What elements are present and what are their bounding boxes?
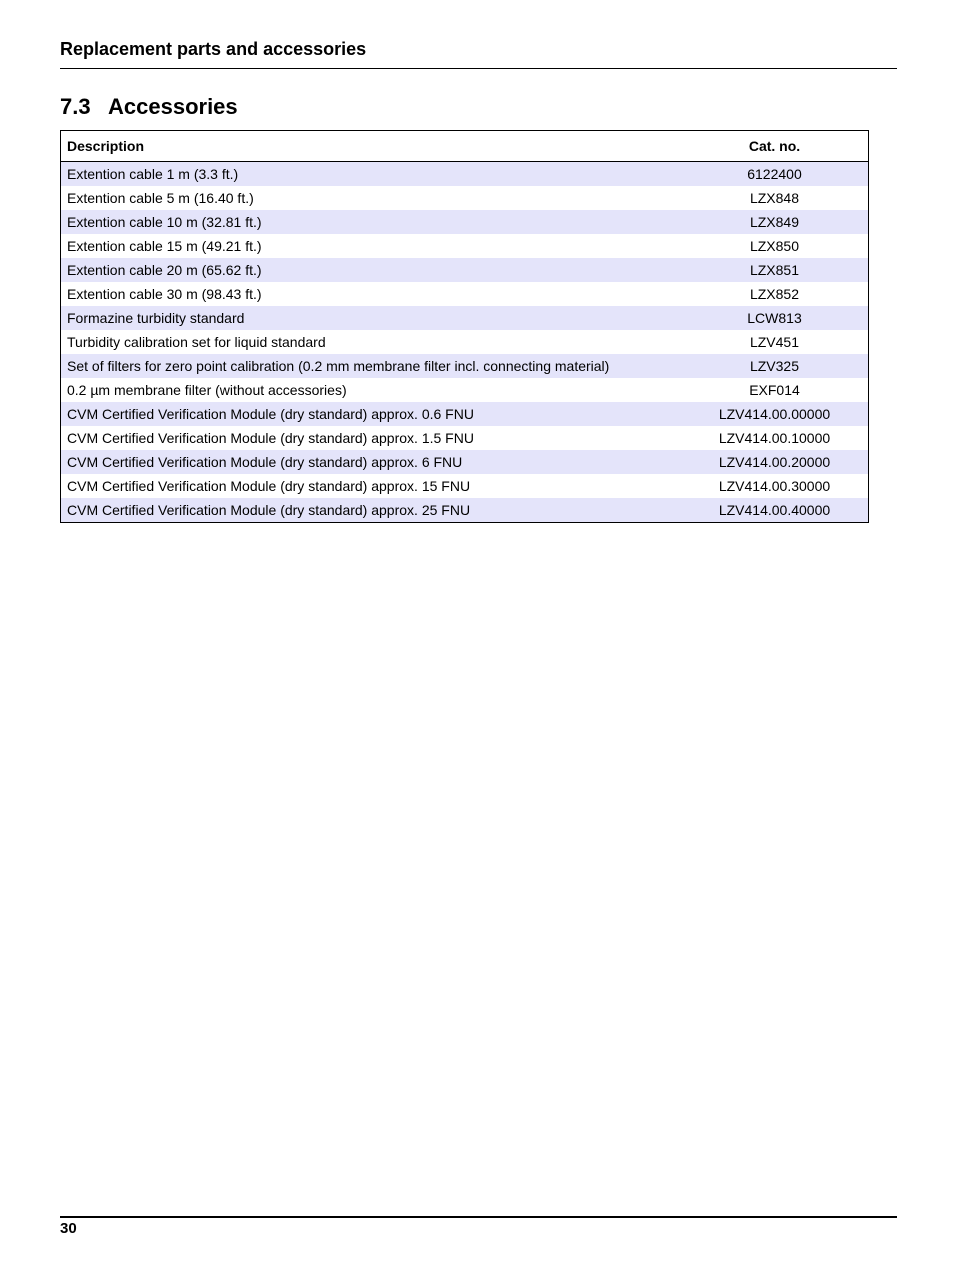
row-description: Extention cable 30 m (98.43 ft.) (67, 286, 262, 302)
section-title: Accessories (108, 94, 238, 119)
table-row (61, 162, 869, 187)
row-description: Extention cable 1 m (3.3 ft.) (67, 166, 239, 182)
row-description: Formazine turbidity standard (67, 310, 245, 326)
running-header: Replacement parts and accessories (60, 39, 367, 59)
row-description: CVM Certified Verification Module (dry standard) approx. 15 FNU (67, 478, 471, 494)
table-row (61, 330, 869, 354)
row-cat-no: 6122400 (747, 166, 802, 182)
table-row (61, 498, 869, 523)
column-header-cat-no: Cat. no. (681, 131, 869, 162)
row-cat-no: EXF014 (749, 382, 800, 398)
row-description: Set of filters for zero point calibration (0.2 mm membrane filter incl. connecting material) (67, 358, 610, 374)
table-row (61, 378, 869, 402)
row-cat-no: LZV414.00.40000 (718, 502, 831, 518)
table-row (61, 474, 869, 498)
row-description: Turbidity calibration set for liquid standard (67, 334, 326, 350)
table-row (61, 186, 869, 210)
row-description: Extention cable 20 m (65.62 ft.) (67, 262, 262, 278)
row-cat-no: LZV414.00.00000 (718, 406, 831, 422)
row-cat-no: LZV451 (749, 334, 800, 350)
table-header-row (61, 131, 869, 162)
row-description: 0.2 µm membrane filter (without accessories) (67, 382, 347, 398)
section-heading (60, 93, 238, 121)
row-cat-no: LZX849 (749, 214, 800, 230)
row-cat-no: LZX850 (749, 238, 800, 254)
row-cat-no: LZV414.00.20000 (718, 454, 831, 470)
table-body (61, 162, 869, 523)
accessories-table (60, 130, 869, 523)
table-row (61, 258, 869, 282)
page-number: 30 (60, 1220, 77, 1237)
table-row (61, 234, 869, 258)
row-cat-no: LZX851 (749, 262, 800, 278)
table-row (61, 306, 869, 330)
row-cat-no: LZV414.00.10000 (718, 430, 831, 446)
table-row (61, 210, 869, 234)
row-description: CVM Certified Verification Module (dry standard) approx. 25 FNU (67, 502, 471, 518)
row-cat-no: LZV414.00.30000 (718, 478, 831, 494)
section-number: 7.3 (60, 94, 91, 119)
row-description: CVM Certified Verification Module (dry standard) approx. 6 FNU (67, 454, 463, 470)
table-row (61, 426, 869, 450)
table-row (61, 282, 869, 306)
row-description: Extention cable 5 m (16.40 ft.) (67, 190, 254, 206)
table-row (61, 354, 869, 378)
row-cat-no: LCW813 (747, 310, 802, 326)
row-cat-no: LZX852 (749, 286, 800, 302)
row-cat-no: LZX848 (749, 190, 800, 206)
table-row (61, 402, 869, 426)
table-row (61, 450, 869, 474)
header-rule (60, 68, 897, 69)
row-description: CVM Certified Verification Module (dry standard) approx. 1.5 FNU (67, 430, 474, 446)
row-cat-no: LZV325 (749, 358, 800, 374)
row-description: Extention cable 10 m (32.81 ft.) (67, 214, 262, 230)
row-description: CVM Certified Verification Module (dry standard) approx. 0.6 FNU (67, 406, 474, 422)
row-description: Extention cable 15 m (49.21 ft.) (67, 238, 262, 254)
footer-rule (60, 1216, 897, 1218)
column-header-description: Description (61, 131, 682, 162)
